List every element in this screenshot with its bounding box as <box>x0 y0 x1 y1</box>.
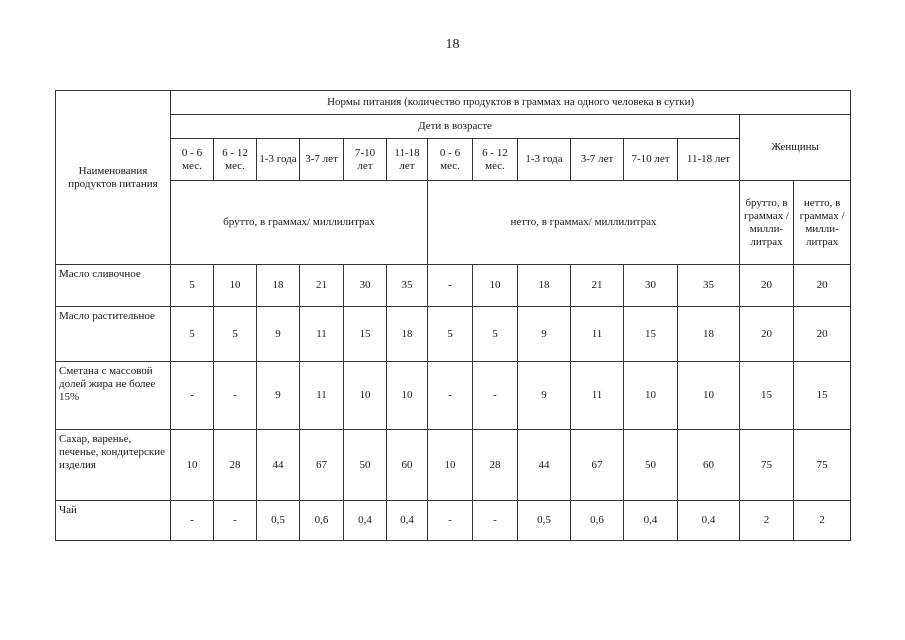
table-row <box>56 362 851 430</box>
table-row <box>56 265 851 307</box>
nutrition-norms-table <box>55 90 851 541</box>
value-cell: - <box>171 362 214 430</box>
value-cell: 9 <box>518 362 571 430</box>
value-cell: 10 <box>428 430 473 501</box>
value-cell: 11 <box>571 307 624 362</box>
women-netto-label: нетто, в граммах / милли-литрах <box>794 181 851 265</box>
table-row <box>56 307 851 362</box>
value-cell: 11 <box>571 362 624 430</box>
women-header: Женщины <box>740 115 851 181</box>
product-name: Сметана с массовой долей жира не более 15% <box>56 362 171 430</box>
value-cell: 18 <box>387 307 428 362</box>
value-cell: 10 <box>678 362 740 430</box>
age-group-netto: 7-10 лет <box>624 139 678 181</box>
value-cell: 0,4 <box>344 501 387 541</box>
value-cell: 5 <box>171 265 214 307</box>
value-cell: - <box>473 362 518 430</box>
value-cell: 35 <box>387 265 428 307</box>
value-cell: 75 <box>794 430 851 501</box>
value-cell: 20 <box>740 265 794 307</box>
value-cell: - <box>428 265 473 307</box>
value-cell: 50 <box>344 430 387 501</box>
value-cell: 35 <box>678 265 740 307</box>
value-cell: - <box>171 501 214 541</box>
value-cell: 5 <box>428 307 473 362</box>
table-row <box>56 501 851 541</box>
value-cell: 30 <box>624 265 678 307</box>
value-cell: 5 <box>214 307 257 362</box>
value-cell: 30 <box>344 265 387 307</box>
product-name-header: Наименования продуктов питания <box>56 91 171 265</box>
value-cell: 15 <box>624 307 678 362</box>
value-cell: 9 <box>518 307 571 362</box>
value-cell: 15 <box>740 362 794 430</box>
age-group-brutto: 7-10 лет <box>344 139 387 181</box>
value-cell: 0,4 <box>624 501 678 541</box>
value-cell: 9 <box>257 307 300 362</box>
value-cell: 9 <box>257 362 300 430</box>
value-cell: 18 <box>257 265 300 307</box>
value-cell: - <box>428 501 473 541</box>
value-cell: 44 <box>257 430 300 501</box>
age-group-netto: 11-18 лет <box>678 139 740 181</box>
value-cell: 2 <box>740 501 794 541</box>
value-cell: 75 <box>740 430 794 501</box>
value-cell: 21 <box>300 265 344 307</box>
value-cell: - <box>428 362 473 430</box>
value-cell: - <box>214 501 257 541</box>
children-age-header: Дети в возрасте <box>171 115 740 139</box>
value-cell: - <box>473 501 518 541</box>
age-group-netto: 1-3 года <box>518 139 571 181</box>
value-cell: 0,6 <box>300 501 344 541</box>
value-cell: 10 <box>624 362 678 430</box>
value-cell: 11 <box>300 307 344 362</box>
value-cell: 15 <box>794 362 851 430</box>
value-cell: 20 <box>740 307 794 362</box>
value-cell: 10 <box>473 265 518 307</box>
age-group-netto: 3-7 лет <box>571 139 624 181</box>
value-cell: - <box>214 362 257 430</box>
table-body <box>56 265 851 541</box>
value-cell: 18 <box>518 265 571 307</box>
age-group-brutto: 0 - 6 мес. <box>171 139 214 181</box>
value-cell: 10 <box>214 265 257 307</box>
value-cell: 5 <box>171 307 214 362</box>
age-group-netto: 6 - 12 мес. <box>473 139 518 181</box>
value-cell: 15 <box>344 307 387 362</box>
product-name: Сахар, варенье, печенье, кондитерские изделия <box>56 430 171 501</box>
value-cell: 50 <box>624 430 678 501</box>
value-cell: 0,5 <box>518 501 571 541</box>
age-group-brutto: 1-3 года <box>257 139 300 181</box>
value-cell: 0,4 <box>387 501 428 541</box>
netto-unit-label: нетто, в граммах/ миллилитрах <box>428 181 740 265</box>
value-cell: 10 <box>344 362 387 430</box>
value-cell: 10 <box>171 430 214 501</box>
value-cell: 2 <box>794 501 851 541</box>
value-cell: 10 <box>387 362 428 430</box>
value-cell: 60 <box>678 430 740 501</box>
age-group-netto: 0 - 6 мес. <box>428 139 473 181</box>
value-cell: 44 <box>518 430 571 501</box>
product-name: Чай <box>56 501 171 541</box>
value-cell: 60 <box>387 430 428 501</box>
age-group-brutto: 3-7 лет <box>300 139 344 181</box>
norms-header: Нормы питания (количество продуктов в граммах на одного человека в сутки) <box>171 91 851 115</box>
value-cell: 18 <box>678 307 740 362</box>
value-cell: 5 <box>473 307 518 362</box>
value-cell: 0,4 <box>678 501 740 541</box>
table-row <box>56 430 851 501</box>
women-brutto-label: брутто, в граммах / милли-литрах <box>740 181 794 265</box>
value-cell: 28 <box>473 430 518 501</box>
product-name: Масло сливочное <box>56 265 171 307</box>
value-cell: 20 <box>794 307 851 362</box>
value-cell: 0,5 <box>257 501 300 541</box>
product-name: Масло растительное <box>56 307 171 362</box>
value-cell: 28 <box>214 430 257 501</box>
value-cell: 67 <box>300 430 344 501</box>
brutto-unit-label: брутто, в граммах/ миллилитрах <box>171 181 428 265</box>
value-cell: 0,6 <box>571 501 624 541</box>
value-cell: 21 <box>571 265 624 307</box>
page-number: 18 <box>445 37 460 52</box>
age-group-brutto: 11-18 лет <box>387 139 428 181</box>
value-cell: 11 <box>300 362 344 430</box>
value-cell: 20 <box>794 265 851 307</box>
value-cell: 67 <box>571 430 624 501</box>
age-group-brutto: 6 - 12 мес. <box>214 139 257 181</box>
